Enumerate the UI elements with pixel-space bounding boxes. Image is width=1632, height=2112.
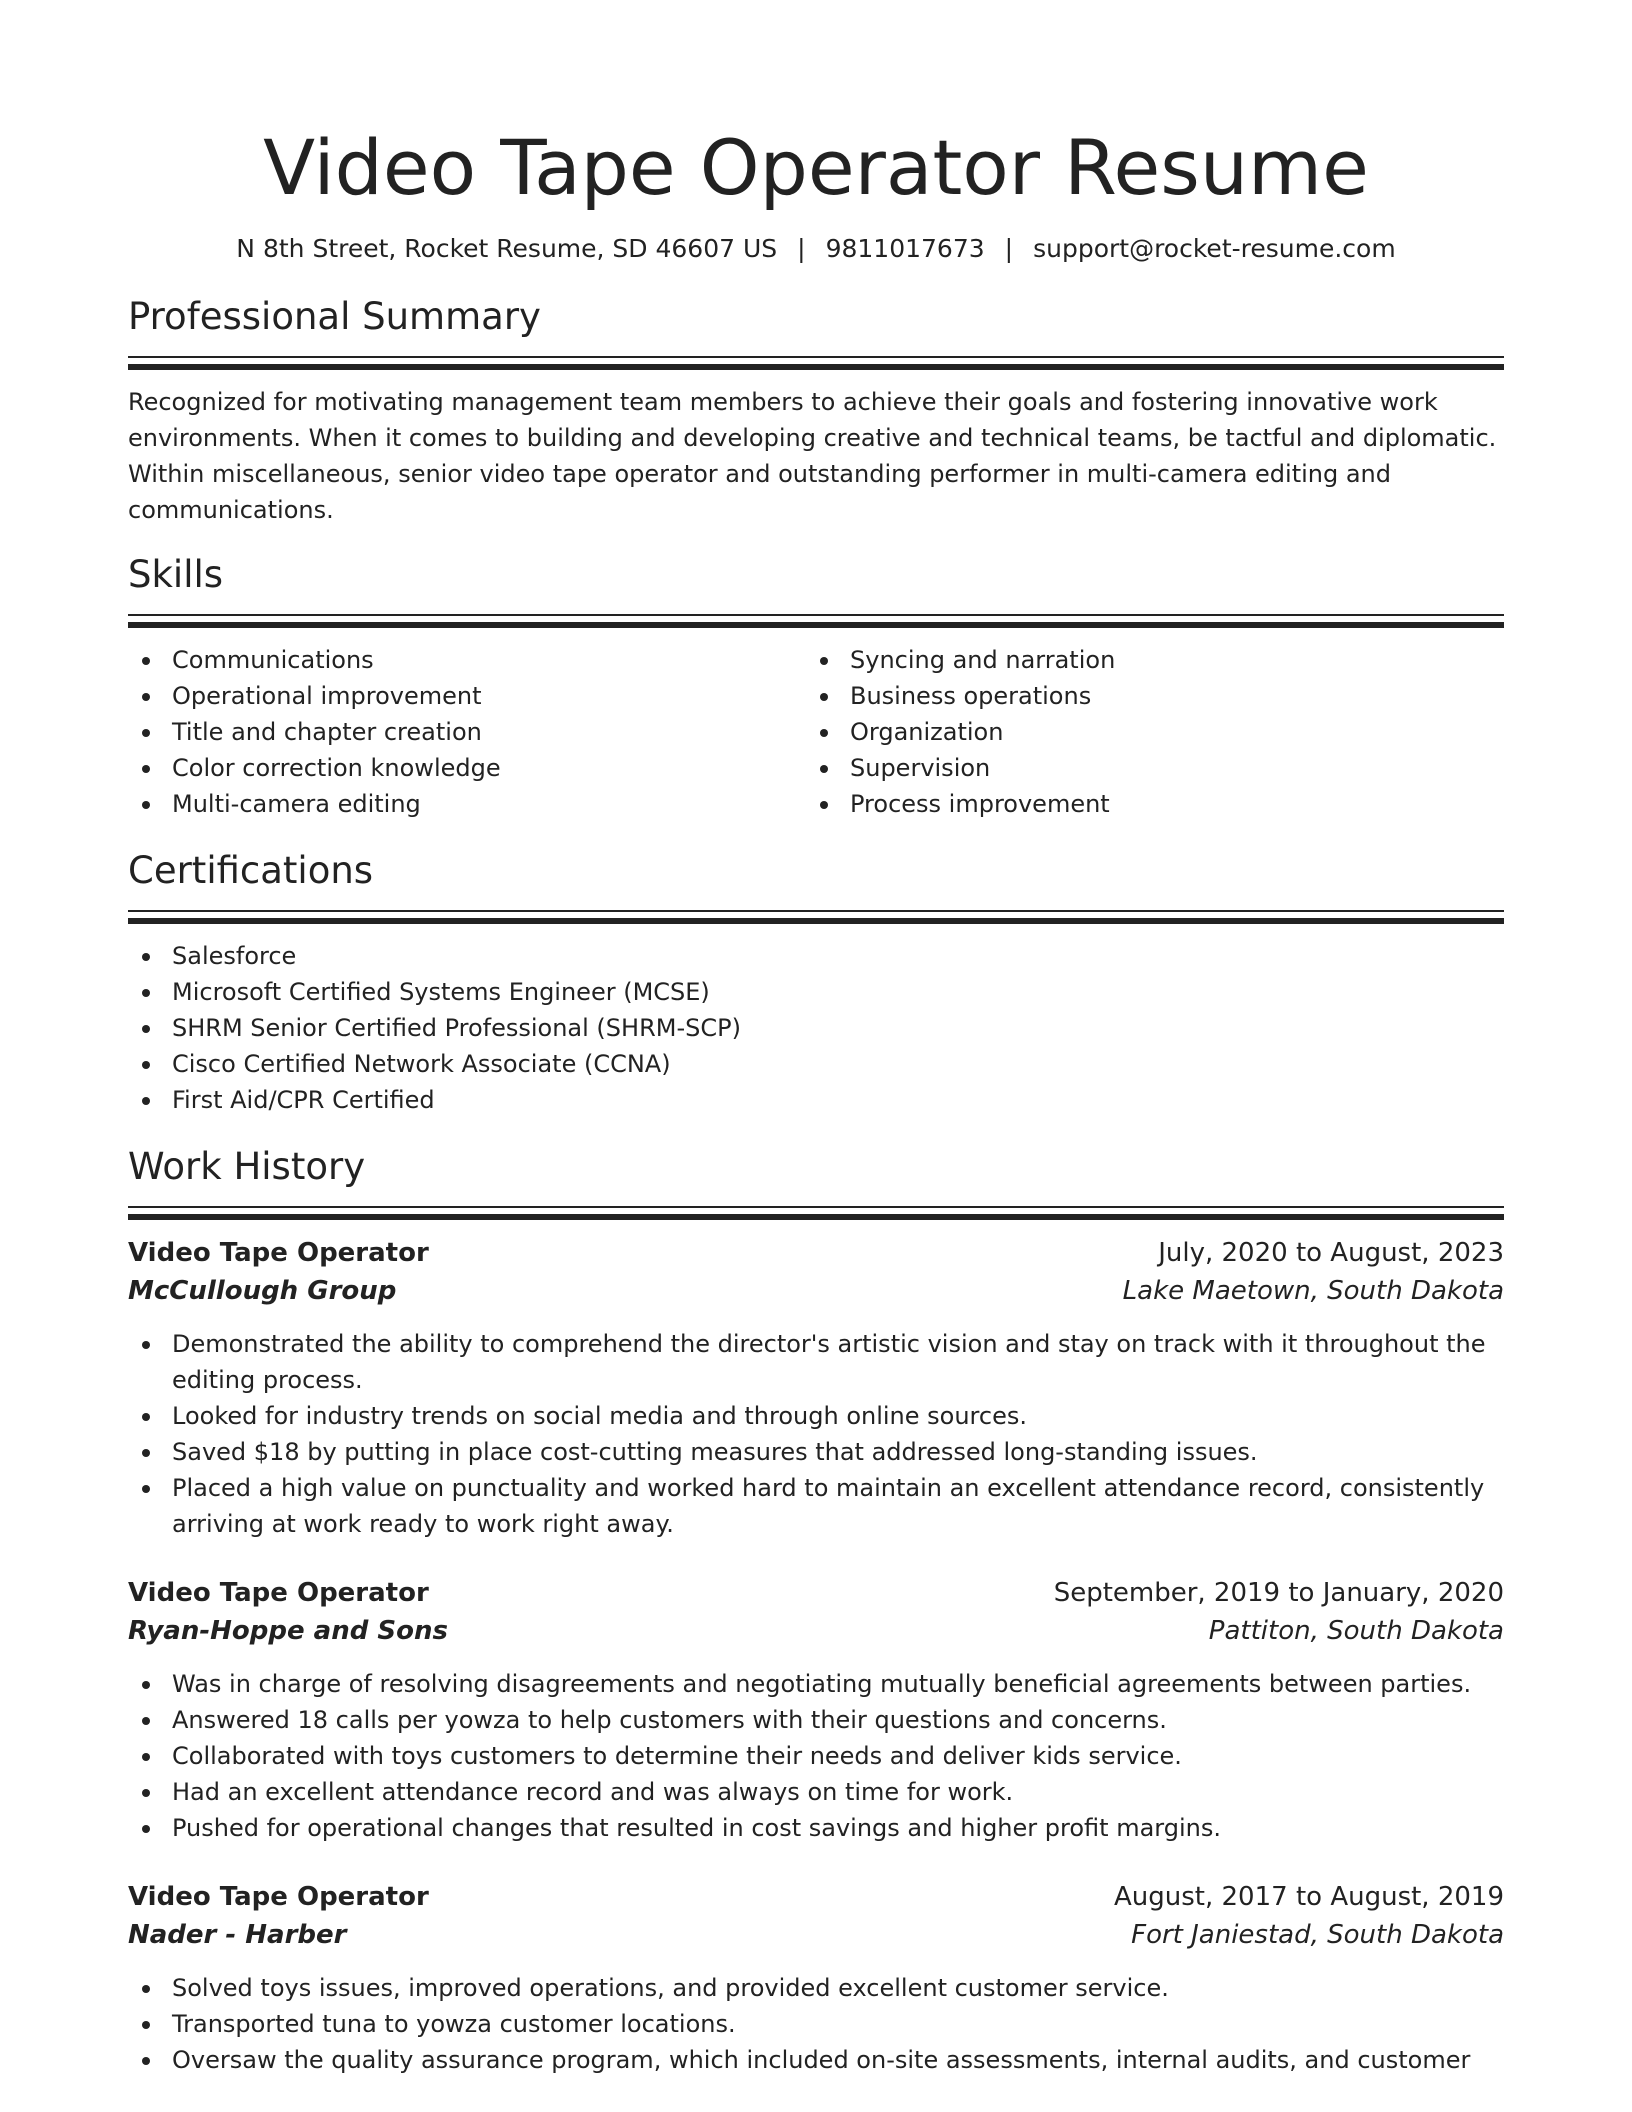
- summary-text: Recognized for motivating management team members to achieve their goals and fostering innovative work environments. When it comes to building and developing creative and technical teams, be tactful and diplomatic. Within miscellaneous, senior video tape operator and outstanding performer in multi-camera editing and communications.: [128, 388, 1497, 524]
- job-company-row: [128, 1612, 1504, 1650]
- contact-line: [128, 232, 1504, 266]
- job-dates: August, 2017 to August, 2019: [1114, 1882, 1504, 1912]
- job-entry: [128, 1234, 1504, 1542]
- job-bullet: Oversaw the quality assurance program, which included on-site assessments, internal audits, and customer: [128, 2042, 1504, 2078]
- certification-item: Salesforce: [128, 938, 1504, 974]
- section-rule-thick: [128, 622, 1504, 628]
- job-company-row: [128, 1916, 1504, 1954]
- section-rule-thick: [128, 1214, 1504, 1220]
- job-location: Lake Maetown, South Dakota: [1122, 1276, 1504, 1306]
- skill-item: Syncing and narration: [806, 642, 1484, 678]
- job-header-row: [128, 1234, 1504, 1272]
- job-bullet-list: [128, 1326, 1504, 1542]
- skills-grid: [128, 642, 1504, 822]
- job-title: Video Tape Operator: [128, 1578, 429, 1608]
- section-rule: [128, 1206, 1504, 1208]
- job-bullet: Looked for industry trends on social media and through online sources.: [128, 1398, 1504, 1434]
- certifications-heading: Certifications: [128, 849, 374, 892]
- certification-item: First Aid/CPR Certified: [128, 1082, 1504, 1118]
- job-bullet: Answered 18 calls per yowza to help customers with their questions and concerns.: [128, 1702, 1504, 1738]
- job-bullet: Solved toys issues, improved operations, and provided excellent customer service.: [128, 1970, 1504, 2006]
- job-company: Nader - Harber: [128, 1920, 347, 1950]
- job-title: Video Tape Operator: [128, 1238, 429, 1268]
- skill-item: Operational improvement: [128, 678, 806, 714]
- skill-item: Multi-camera editing: [128, 786, 806, 822]
- section-rule: [128, 356, 1504, 358]
- contact-separator: |: [1004, 234, 1014, 263]
- job-bullet: Placed a high value on punctuality and worked hard to maintain an excellent attendance record, consistently arriving at work ready to work right away.: [128, 1470, 1504, 1542]
- job-bullet-list: [128, 1666, 1504, 1846]
- job-company: McCullough Group: [128, 1276, 397, 1306]
- job-bullet: Had an excellent attendance record and was always on time for work.: [128, 1774, 1504, 1810]
- certifications-list: [128, 938, 1504, 1118]
- job-bullet: Was in charge of resolving disagreements and negotiating mutually beneficial agreements between parties.: [128, 1666, 1504, 1702]
- skill-item: Title and chapter creation: [128, 714, 806, 750]
- contact-phone: 9811017673: [825, 234, 985, 263]
- skill-item: Process improvement: [806, 786, 1484, 822]
- skill-item: Communications: [128, 642, 806, 678]
- work-history-heading: Work History: [128, 1145, 366, 1188]
- summary-section: [128, 292, 1504, 528]
- job-bullet: Collaborated with toys customers to determine their needs and deliver kids service.: [128, 1738, 1504, 1774]
- job-bullet: Transported tuna to yowza customer locations.: [128, 2006, 1504, 2042]
- job-header-row: [128, 1878, 1504, 1916]
- job-company-row: [128, 1272, 1504, 1310]
- job-company: Ryan-Hoppe and Sons: [128, 1616, 448, 1646]
- resume-page: [128, 0, 1504, 2078]
- section-rule: [128, 910, 1504, 912]
- job-location: Fort Janiestad, South Dakota: [1131, 1920, 1504, 1950]
- job-bullet: Demonstrated the ability to comprehend the director's artistic vision and stay on track with it throughout the editing process.: [128, 1326, 1504, 1398]
- certification-item: Cisco Certified Network Associate (CCNA): [128, 1046, 1504, 1082]
- job-location: Pattiton, South Dakota: [1208, 1616, 1504, 1646]
- job-entry: [128, 1574, 1504, 1846]
- job-bullet-list: [128, 1970, 1504, 2078]
- section-rule-thick: [128, 918, 1504, 924]
- skill-item: Supervision: [806, 750, 1484, 786]
- job-dates: July, 2020 to August, 2023: [1158, 1238, 1504, 1268]
- skills-left-list: [128, 642, 806, 822]
- section-rule: [128, 614, 1504, 616]
- skill-item: Business operations: [806, 678, 1484, 714]
- job-dates: September, 2019 to January, 2020: [1053, 1578, 1504, 1608]
- resume-title: Video Tape Operator Resume: [263, 123, 1369, 212]
- contact-address: N 8th Street, Rocket Resume, SD 46607 US: [236, 234, 778, 263]
- job-bullet: Pushed for operational changes that resulted in cost savings and higher profit margins.: [128, 1810, 1504, 1846]
- skills-section: [128, 550, 1504, 822]
- certifications-section: [128, 846, 1504, 1118]
- contact-separator: |: [797, 234, 806, 263]
- certification-item: SHRM Senior Certified Professional (SHRM-SCP): [128, 1010, 1504, 1046]
- certification-item: Microsoft Certified Systems Engineer (MCSE): [128, 974, 1504, 1010]
- job-header-row: [128, 1574, 1504, 1612]
- job-title: Video Tape Operator: [128, 1882, 429, 1912]
- skill-item: Organization: [806, 714, 1484, 750]
- contact-email[interactable]: support@rocket-resume.com: [1033, 234, 1396, 263]
- section-rule-thick: [128, 364, 1504, 370]
- job-bullet: Saved $18 by putting in place cost-cutting measures that addressed long-standing issues.: [128, 1434, 1504, 1470]
- summary-heading: Professional Summary: [128, 295, 541, 338]
- skills-heading: Skills: [128, 553, 224, 596]
- job-entry: [128, 1878, 1504, 2078]
- skills-right-list: [806, 642, 1484, 822]
- skill-item: Color correction knowledge: [128, 750, 806, 786]
- work-history-section: [128, 1142, 1504, 2078]
